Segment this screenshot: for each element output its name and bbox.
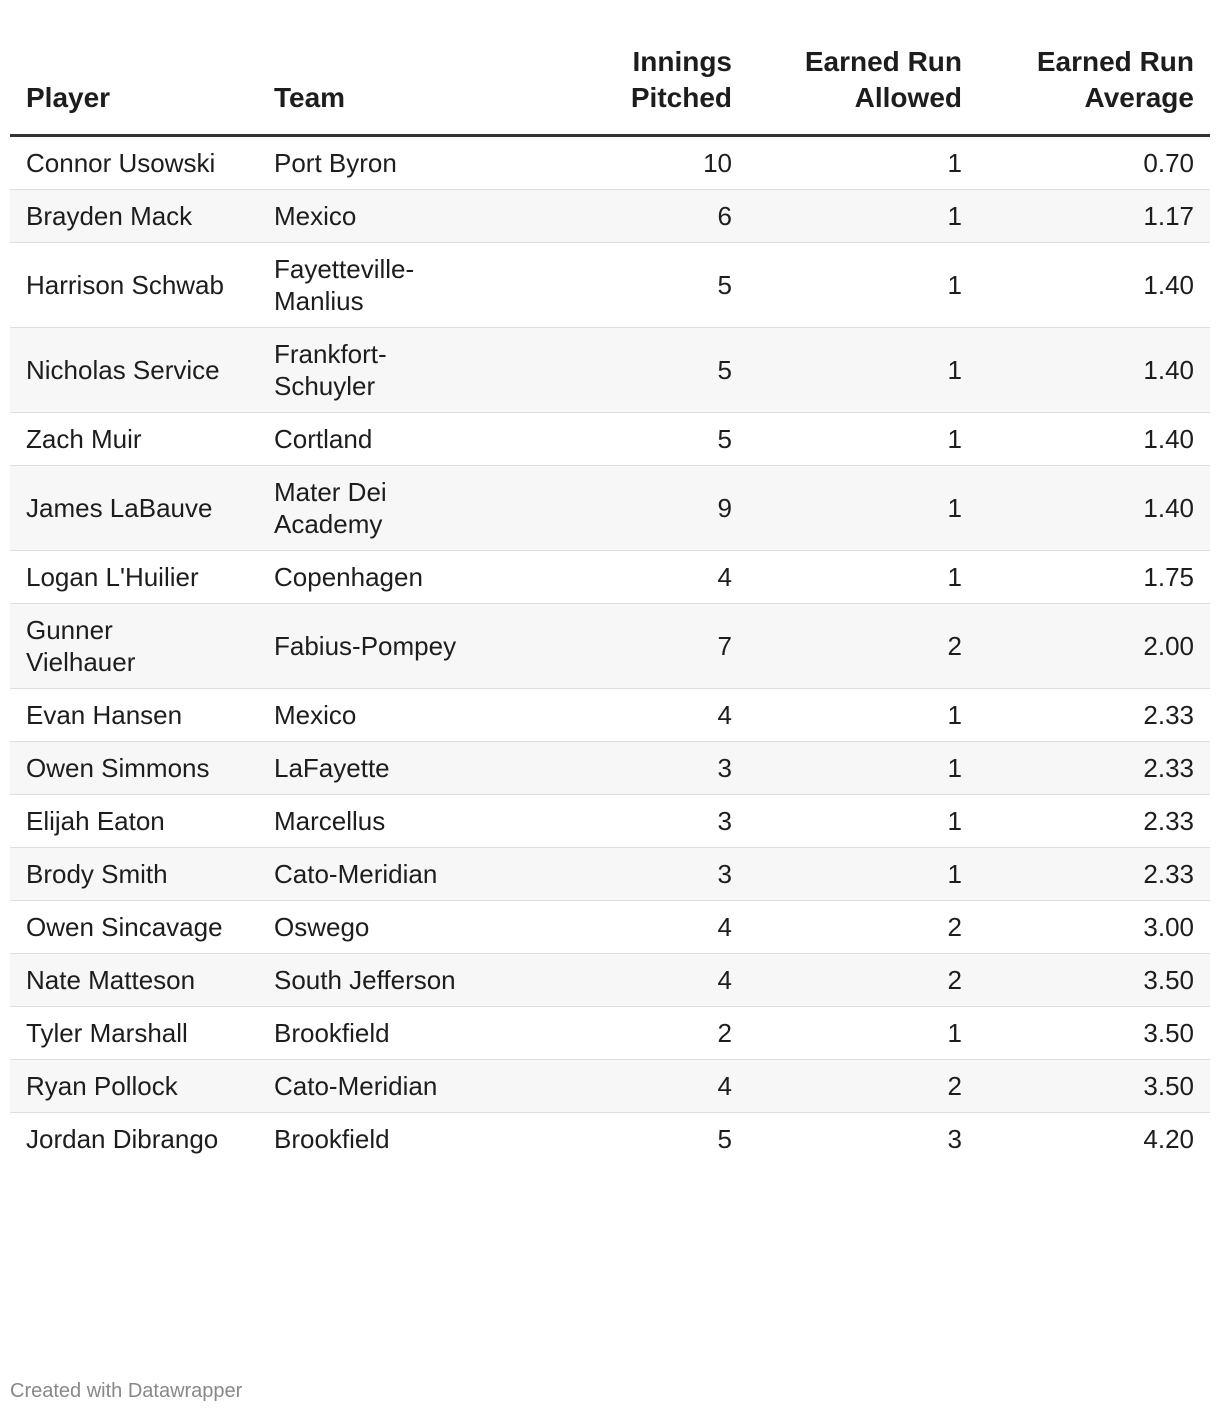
cell-er-text: 1 [947, 270, 962, 300]
cell-er [748, 795, 978, 848]
cell-er-text: 2 [947, 965, 962, 995]
cell-team-text: Cato-Meridian [274, 1071, 438, 1101]
cell-team-text: Mexico [274, 201, 357, 231]
cell-ip [490, 413, 748, 466]
cell-era-text: 3.50 [1143, 1071, 1194, 1101]
cell-era-text: 1.40 [1143, 493, 1194, 523]
table-row [10, 795, 1210, 848]
table-body [10, 136, 1210, 1166]
cell-team [258, 551, 490, 604]
cell-ip [490, 954, 748, 1007]
cell-era-text: 0.70 [1143, 148, 1194, 178]
cell-ip-text: 6 [717, 201, 732, 231]
cell-team [258, 604, 490, 689]
cell-er [748, 328, 978, 413]
cell-ip-text: 4 [717, 1071, 732, 1101]
cell-ip-text: 3 [717, 806, 732, 836]
cell-ip-text: 4 [717, 912, 732, 942]
cell-player [10, 551, 258, 604]
cell-er [748, 604, 978, 689]
cell-era [978, 190, 1210, 243]
cell-team [258, 954, 490, 1007]
table-row [10, 190, 1210, 243]
cell-team [258, 742, 490, 795]
cell-ip-text: 4 [717, 700, 732, 730]
cell-team-text: LaFayette [274, 753, 390, 783]
cell-team-text: Marcellus [274, 806, 386, 836]
cell-ip [490, 1007, 748, 1060]
cell-er-text: 1 [947, 700, 962, 730]
cell-er-text: 1 [947, 562, 962, 592]
table-row [10, 954, 1210, 1007]
column-header-earned-run-average[interactable] [978, 44, 1210, 136]
table-row [10, 328, 1210, 413]
cell-er [748, 742, 978, 795]
cell-team [258, 1113, 490, 1166]
cell-era-text: 1.40 [1143, 424, 1194, 454]
cell-player-text: Brody Smith [26, 859, 168, 889]
cell-player [10, 901, 258, 954]
cell-era-text: 2.33 [1143, 700, 1194, 730]
cell-player [10, 1113, 258, 1166]
cell-era-text: 2.00 [1143, 631, 1194, 661]
table-container [10, 44, 1210, 1165]
cell-er [748, 243, 978, 328]
table-row [10, 1007, 1210, 1060]
cell-ip-text: 5 [717, 1124, 732, 1154]
table-row [10, 742, 1210, 795]
pitching-stats-table [10, 44, 1210, 1165]
cell-era-text: 1.40 [1143, 270, 1194, 300]
table-row [10, 1113, 1210, 1166]
cell-er-text: 1 [947, 493, 962, 523]
cell-ip [490, 689, 748, 742]
cell-era [978, 795, 1210, 848]
cell-player-text: Elijah Eaton [26, 806, 165, 836]
cell-er [748, 551, 978, 604]
table-row [10, 901, 1210, 954]
cell-era-text: 4.20 [1143, 1124, 1194, 1154]
cell-er-text: 1 [947, 355, 962, 385]
cell-player [10, 795, 258, 848]
cell-player-text: Logan L'Huilier [26, 562, 199, 592]
cell-player [10, 328, 258, 413]
cell-team [258, 243, 490, 328]
cell-ip [490, 604, 748, 689]
cell-ip [490, 190, 748, 243]
cell-er-text: 2 [947, 912, 962, 942]
cell-player-text: Ryan Pollock [26, 1071, 178, 1101]
cell-era [978, 1060, 1210, 1113]
cell-er-text: 1 [947, 753, 962, 783]
cell-player-text: Brayden Mack [26, 201, 193, 231]
cell-era [978, 328, 1210, 413]
cell-er [748, 848, 978, 901]
cell-ip [490, 328, 748, 413]
cell-player [10, 1060, 258, 1113]
cell-player [10, 604, 258, 689]
cell-team [258, 1060, 490, 1113]
table-row [10, 689, 1210, 742]
cell-team [258, 1007, 490, 1060]
table-row [10, 551, 1210, 604]
table-row [10, 466, 1210, 551]
cell-era-text: 1.17 [1143, 201, 1194, 231]
cell-player-text: Gunner Vielhauer [26, 615, 136, 677]
cell-team-text: Mexico [274, 700, 357, 730]
datawrapper-credit[interactable]: Created with Datawrapper [10, 1380, 243, 1402]
cell-ip [490, 901, 748, 954]
cell-er-text: 3 [947, 1124, 962, 1154]
cell-er [748, 1113, 978, 1166]
cell-er-text: 1 [947, 424, 962, 454]
cell-ip [490, 1060, 748, 1113]
cell-era-text: 2.33 [1143, 753, 1194, 783]
cell-player-text: Owen Simmons [26, 753, 210, 783]
cell-ip-text: 4 [717, 965, 732, 995]
cell-ip [490, 551, 748, 604]
cell-era [978, 1113, 1210, 1166]
cell-er-text: 1 [947, 806, 962, 836]
cell-team-text: Cortland [274, 424, 373, 454]
table-row [10, 1060, 1210, 1113]
cell-er-text: 1 [947, 201, 962, 231]
cell-er-text: 2 [947, 1071, 962, 1101]
column-header-earned-run-allowed-label: Earned Run Allowed [804, 46, 962, 113]
cell-team [258, 901, 490, 954]
cell-player-text: Zach Muir [26, 424, 142, 454]
cell-ip-text: 5 [717, 424, 732, 454]
column-header-innings-pitched-label: Innings Pitched [630, 46, 732, 113]
cell-ip [490, 795, 748, 848]
cell-team-text: Copenhagen [274, 562, 423, 592]
cell-team-text: Port Byron [274, 148, 397, 178]
table-row [10, 604, 1210, 689]
cell-era [978, 136, 1210, 190]
cell-ip-text: 4 [717, 562, 732, 592]
table-row [10, 413, 1210, 466]
column-header-earned-run-average-label: Earned Run Average [1036, 46, 1194, 113]
table-row [10, 136, 1210, 190]
cell-player [10, 243, 258, 328]
cell-player-text: James LaBauve [26, 493, 213, 523]
cell-team [258, 466, 490, 551]
table-header-row [10, 44, 1210, 136]
column-header-player[interactable]: Player [10, 44, 258, 136]
cell-player [10, 1007, 258, 1060]
column-header-innings-pitched[interactable] [490, 44, 748, 136]
cell-team [258, 190, 490, 243]
table-row [10, 243, 1210, 328]
cell-er [748, 689, 978, 742]
cell-er [748, 1060, 978, 1113]
cell-er-text: 1 [947, 859, 962, 889]
cell-player [10, 136, 258, 190]
cell-team [258, 136, 490, 190]
cell-ip [490, 466, 748, 551]
cell-era [978, 848, 1210, 901]
cell-player [10, 848, 258, 901]
cell-player-text: Harrison Schwab [26, 270, 224, 300]
cell-ip [490, 1113, 748, 1166]
cell-team [258, 328, 490, 413]
cell-er [748, 413, 978, 466]
cell-ip-text: 5 [717, 270, 732, 300]
cell-team-text: Brookfield [274, 1018, 390, 1048]
cell-era [978, 243, 1210, 328]
cell-team-text: Oswego [274, 912, 370, 942]
cell-er [748, 1007, 978, 1060]
cell-era [978, 954, 1210, 1007]
cell-team [258, 413, 490, 466]
cell-ip-text: 5 [717, 355, 732, 385]
cell-ip-text: 9 [717, 493, 732, 523]
cell-ip-text: 2 [717, 1018, 732, 1048]
cell-era-text: 2.33 [1143, 806, 1194, 836]
cell-player [10, 742, 258, 795]
cell-era [978, 901, 1210, 954]
cell-era [978, 551, 1210, 604]
cell-er [748, 954, 978, 1007]
cell-era-text: 3.50 [1143, 965, 1194, 995]
cell-player-text: Connor Usowski [26, 148, 216, 178]
cell-ip [490, 243, 748, 328]
cell-player-text: Tyler Marshall [26, 1018, 188, 1048]
cell-era [978, 604, 1210, 689]
table-row [10, 848, 1210, 901]
cell-team [258, 689, 490, 742]
cell-player-text: Jordan Dibrango [26, 1124, 219, 1154]
cell-era-text: 3.00 [1143, 912, 1194, 942]
column-header-earned-run-allowed[interactable] [748, 44, 978, 136]
cell-player [10, 689, 258, 742]
cell-team-text: Mater Dei Academy [274, 477, 387, 539]
cell-player-text: Nate Matteson [26, 965, 196, 995]
cell-team-text: Fayetteville-Manlius [274, 254, 415, 316]
cell-ip-text: 3 [717, 753, 732, 783]
cell-team-text: Fabius-Pompey [274, 631, 457, 661]
cell-era [978, 1007, 1210, 1060]
cell-player-text: Evan Hansen [26, 700, 183, 730]
cell-ip-text: 7 [717, 631, 732, 661]
cell-team [258, 795, 490, 848]
cell-team-text: Cato-Meridian [274, 859, 438, 889]
cell-er [748, 136, 978, 190]
cell-team [258, 848, 490, 901]
column-header-team[interactable]: Team [258, 44, 490, 136]
cell-er [748, 466, 978, 551]
cell-player [10, 466, 258, 551]
cell-ip [490, 136, 748, 190]
cell-era-text: 1.40 [1143, 355, 1194, 385]
cell-player [10, 413, 258, 466]
cell-player [10, 954, 258, 1007]
cell-era [978, 413, 1210, 466]
cell-ip [490, 742, 748, 795]
cell-team-text: Frankfort-Schuyler [274, 339, 387, 401]
cell-ip-text: 3 [717, 859, 732, 889]
cell-player [10, 190, 258, 243]
cell-era-text: 1.75 [1143, 562, 1194, 592]
cell-er [748, 190, 978, 243]
cell-era-text: 2.33 [1143, 859, 1194, 889]
cell-ip-text: 10 [703, 148, 732, 178]
cell-era-text: 3.50 [1143, 1018, 1194, 1048]
cell-player-text: Owen Sincavage [26, 912, 223, 942]
cell-er-text: 1 [947, 1018, 962, 1048]
cell-ip [490, 848, 748, 901]
cell-team-text: South Jefferson [274, 965, 456, 995]
cell-er-text: 1 [947, 148, 962, 178]
cell-era [978, 742, 1210, 795]
cell-er-text: 2 [947, 631, 962, 661]
cell-player-text: Nicholas Service [26, 355, 220, 385]
cell-team-text: Brookfield [274, 1124, 390, 1154]
cell-era [978, 466, 1210, 551]
cell-era [978, 689, 1210, 742]
cell-er [748, 901, 978, 954]
